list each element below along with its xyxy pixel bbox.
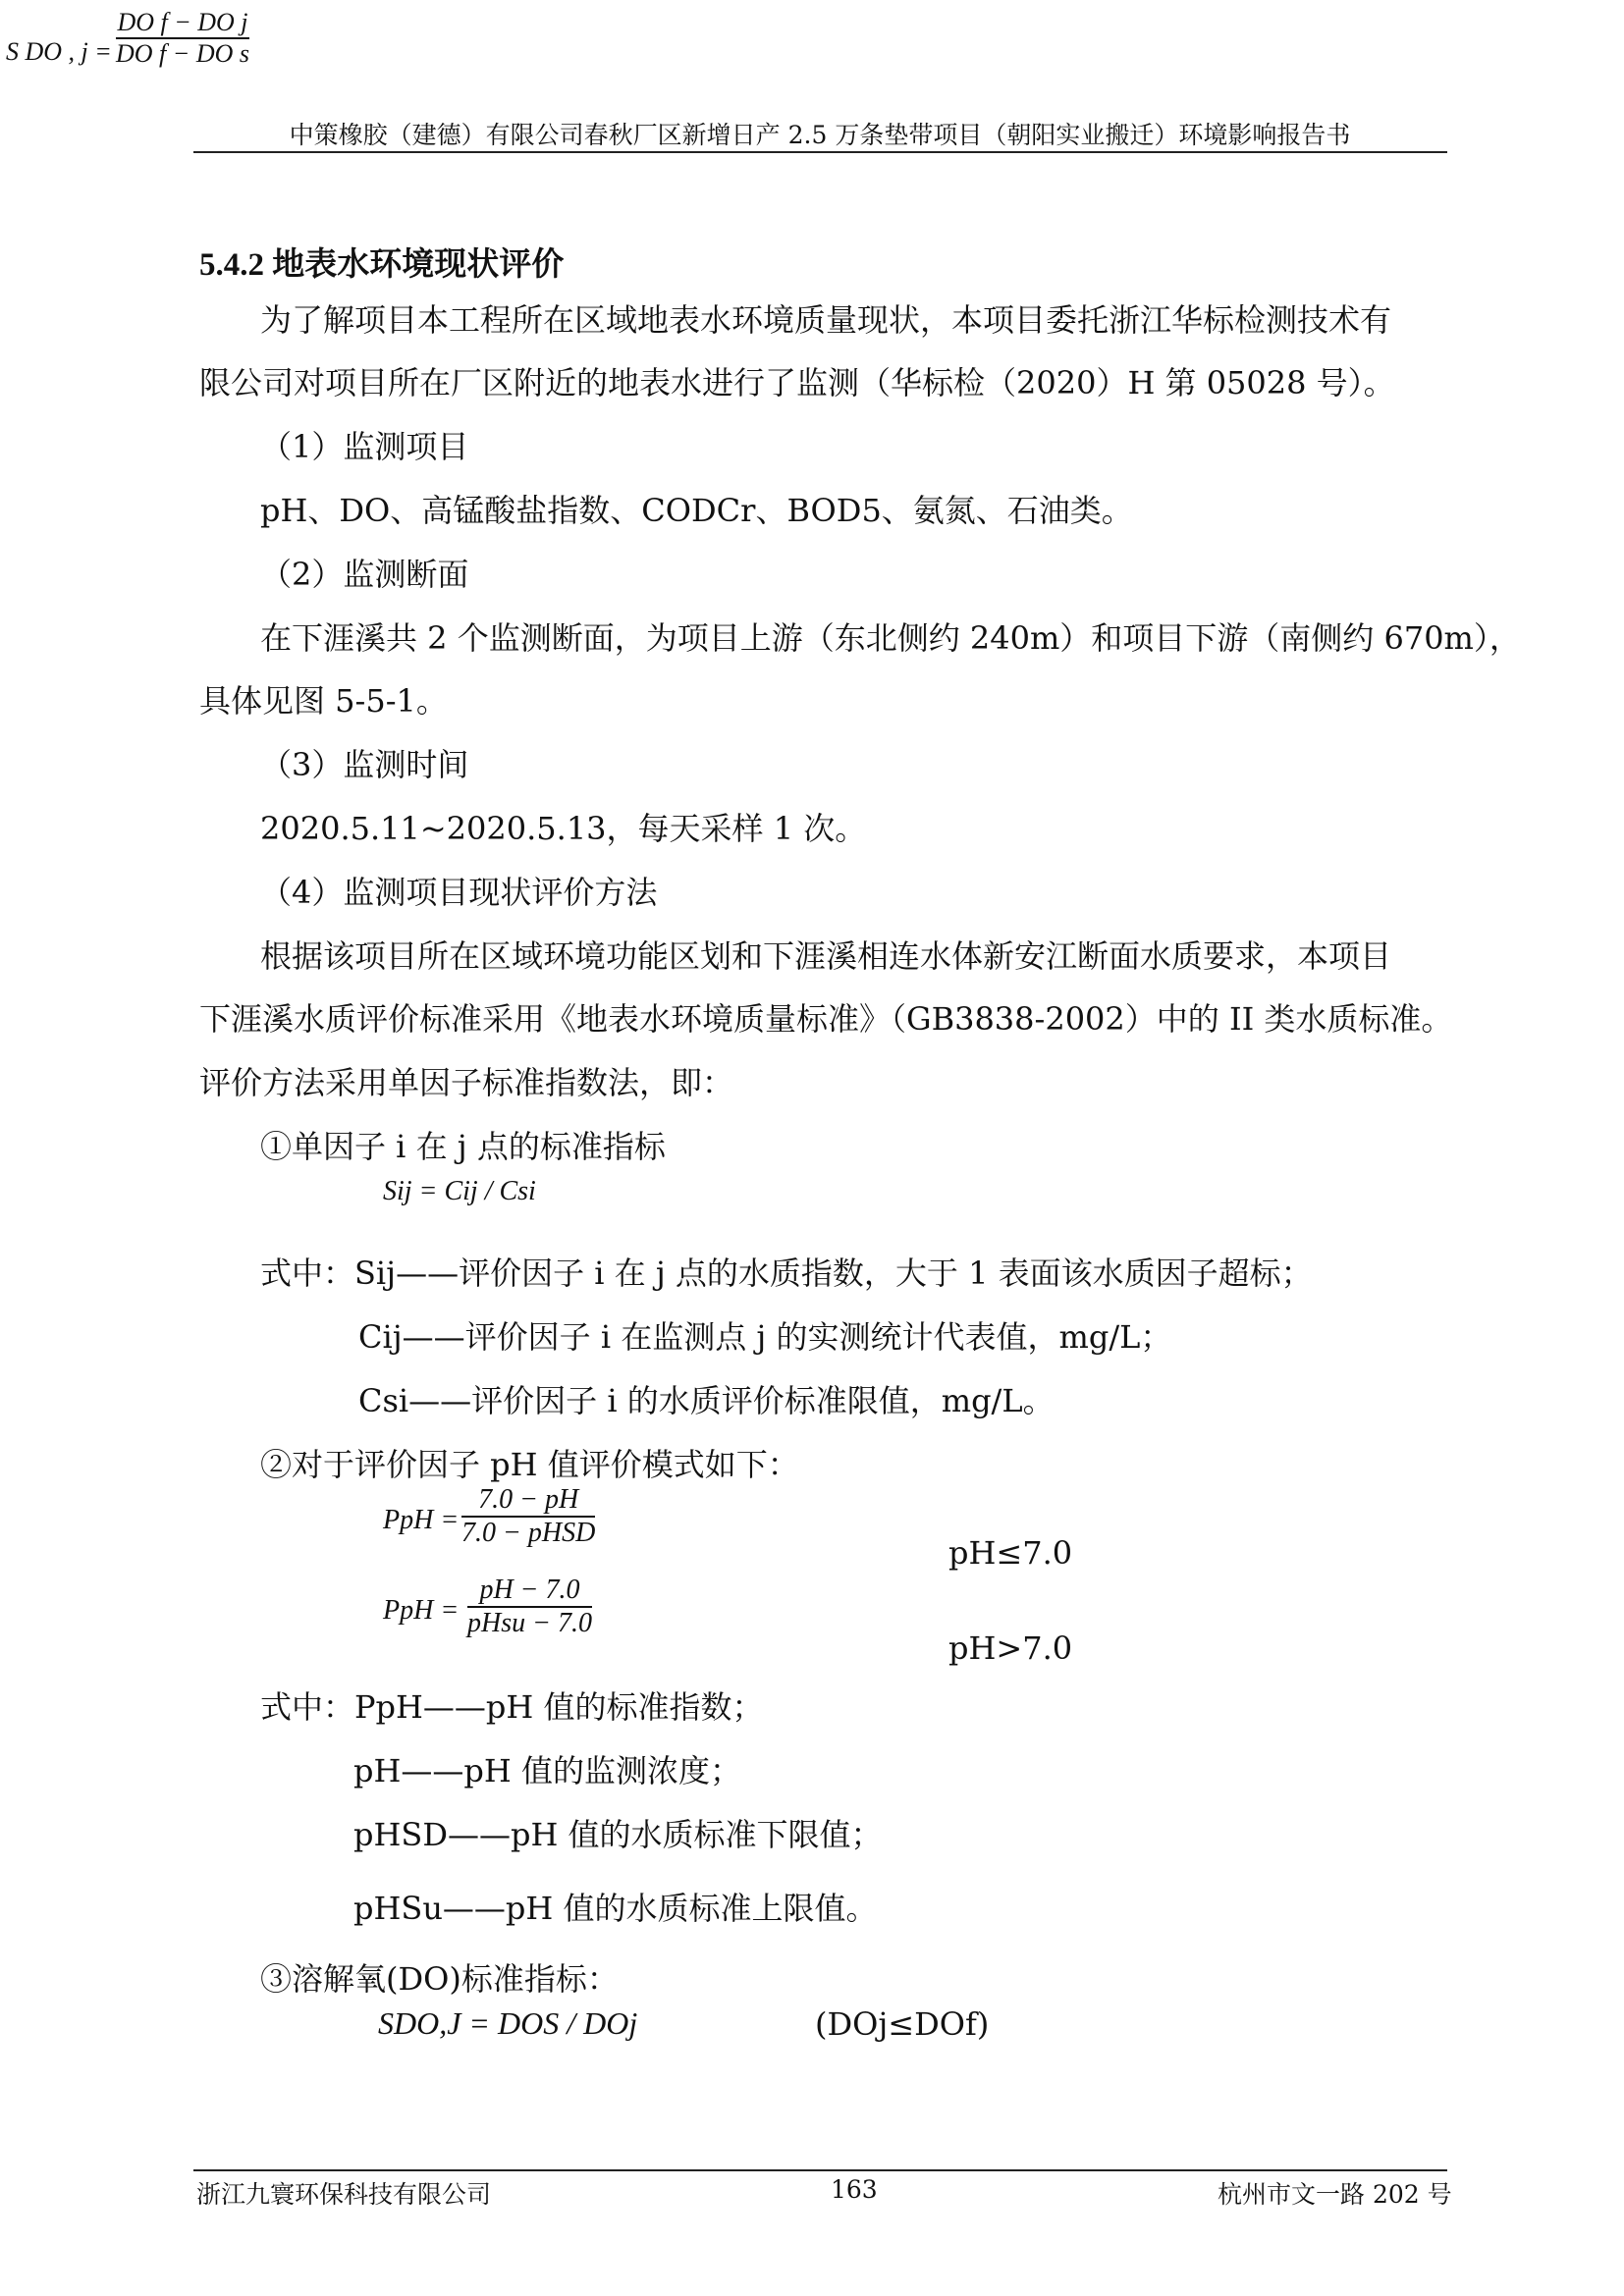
formula-1-definition-2: Cij——评价因子 i 在监测点 j 的实测统计代表值，mg/L； [358, 1318, 1172, 1356]
formula-2-definition-3: pHSD——pH 值的水质标准下限值； [353, 1816, 883, 1853]
formula-2a-denominator: 7.0 − pHSD [461, 1517, 596, 1548]
footer-company: 浙江九寰环保科技有限公司 [196, 2180, 492, 2209]
formula-2b-condition: pH>7.0 [948, 1629, 1073, 1667]
formula-2-definition-2: pH——pH 值的监测浓度； [353, 1752, 741, 1789]
formula-2-definition-4: pHSu——pH 值的水质标准上限值。 [353, 1890, 878, 1927]
item-2-line-1: 在下涯溪共 2 个监测断面，为项目上游（东北侧约 240m）和项目下游（南侧约 670m）， [260, 619, 1521, 657]
formula-3-title: ③溶解氧(DO)标准指标： [260, 1960, 619, 1998]
item-4-line-1: 根据该项目所在区域环境功能区划和下涯溪相连水体新安江断面水质要求，本项目 [260, 937, 1392, 975]
item-3-text: 2020.5.11~2020.5.13，每天采样 1 次。 [260, 810, 867, 847]
footer-address: 杭州市文一路 202 号 [1218, 2180, 1452, 2209]
intro-line-2: 限公司对项目所在厂区附近的地表水进行了监测（华标检（2020）H 第 05028 号）。 [199, 364, 1395, 401]
item-1-text: pH、DO、高锰酸盐指数、CODCr、BOD5、氨氮、石油类。 [260, 492, 1133, 529]
formula-2b-lhs: PpH = [383, 1595, 460, 1626]
formula-1-definition-3: Csi——评价因子 i 的水质评价标准限值，mg/L。 [358, 1382, 1055, 1419]
item-2-line-2: 具体见图 5-5-1。 [199, 682, 448, 720]
formula-2a-fraction [461, 1484, 595, 1549]
item-3-title: （3）监测时间 [260, 746, 469, 783]
formula-1-definition-1: 式中：Sij——评价因子 i 在 j 点的水质指数，大于 1 表面该水质因子超标； [260, 1255, 1313, 1292]
formula-1-title: ①单因子 i 在 j 点的标准指标 [260, 1128, 666, 1165]
formula-2b-fraction [467, 1575, 592, 1639]
document-header-title: 中策橡胶（建德）有限公司春秋厂区新增日产 2.5 万条垫带项目（朝阳实业搬迁）环境影响报告书 [289, 121, 1351, 149]
intro-line-1: 为了解项目本工程所在区域地表水环境质量现状，本项目委托浙江华标检测技术有 [260, 301, 1392, 339]
item-1-title: （1）监测项目 [260, 428, 469, 465]
formula-1-expression: Sij = Cij / Csi [383, 1176, 536, 1206]
formula-2b-numerator: pH − 7.0 [479, 1575, 580, 1605]
formula-2a-numerator: 7.0 − pH [478, 1484, 579, 1515]
footer-divider [193, 2169, 1447, 2171]
item-2-title: （2）监测断面 [260, 556, 469, 593]
item-4-title: （4）监测项目现状评价方法 [260, 874, 658, 911]
formula-3-expression: SDO,J = DOS / DOj [378, 2005, 638, 2041]
top-formula-denominator: DO f − DO s [116, 38, 249, 68]
header-divider [193, 151, 1447, 153]
top-formula-numerator: DO f − DO j [117, 8, 248, 36]
formula-2a-lhs: PpH = [383, 1505, 460, 1535]
formula-2-title: ②对于评价因子 pH 值评价模式如下： [260, 1446, 799, 1483]
top-formula-fraction [116, 8, 249, 69]
item-4-line-2: 下涯溪水质评价标准采用《地表水环境质量标准》（GB3838-2002）中的 II 类水质标准。 [199, 1000, 1453, 1038]
formula-2-definition-1: 式中：PpH——pH 值的标准指数； [260, 1688, 764, 1726]
item-4-line-3: 评价方法采用单因子标准指数法，即： [199, 1064, 734, 1101]
top-formula-lhs: S DO , j = [6, 37, 112, 66]
page-number: 163 [831, 2175, 878, 2204]
formula-2a-condition: pH≤7.0 [948, 1534, 1073, 1572]
formula-2b-denominator: pHsu − 7.0 [467, 1607, 593, 1638]
formula-3-condition: (DOj≤DOf) [815, 2005, 990, 2043]
section-heading: 5.4.2 地表水环境现状评价 [199, 247, 565, 283]
